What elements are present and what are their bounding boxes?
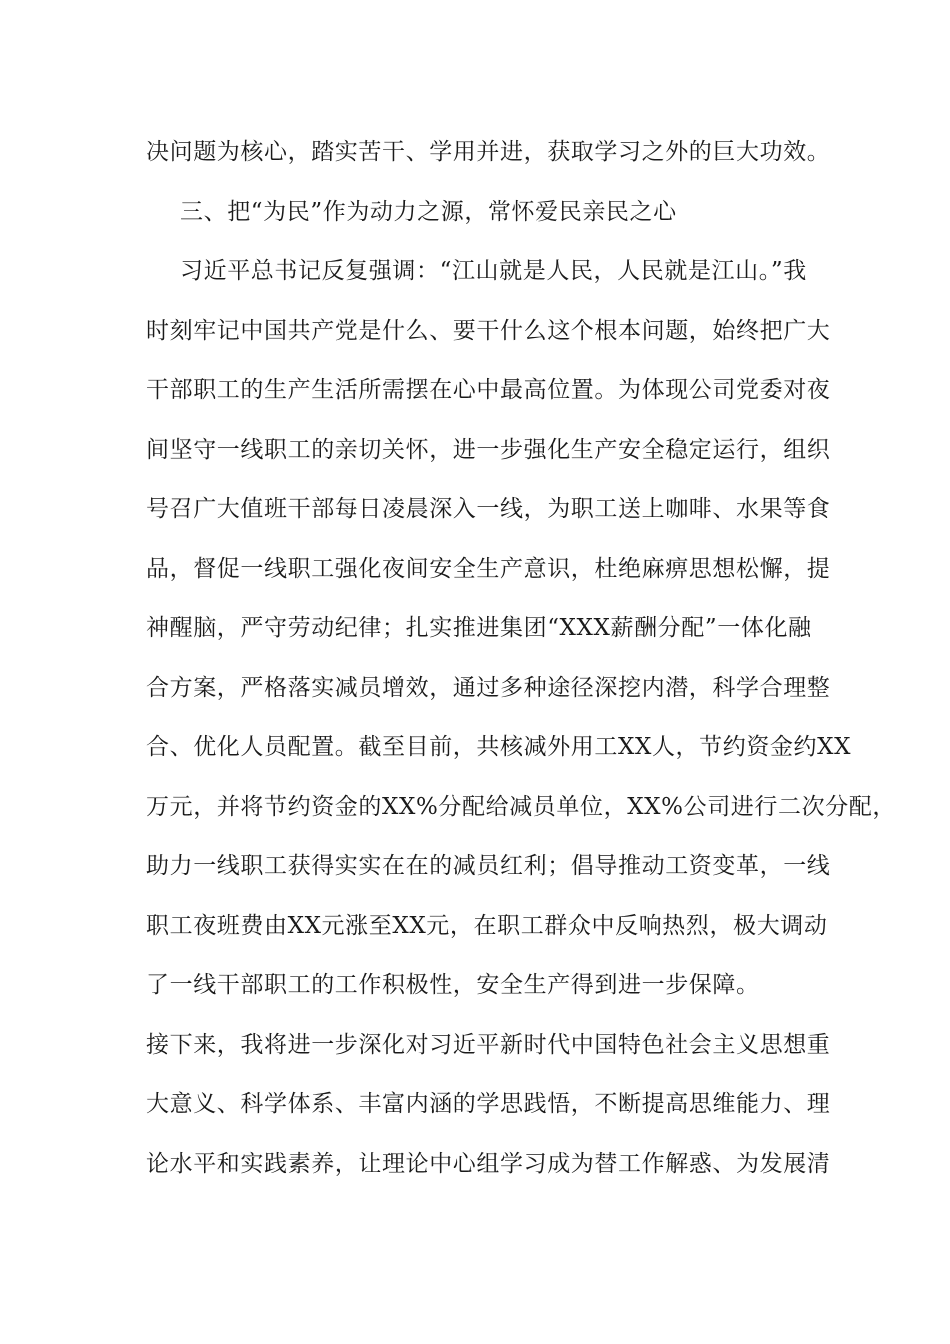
paragraph-line: 了一线干部职工的工作积极性，安全生产得到进一步保障。 <box>146 972 760 998</box>
paragraph-line: 合方案，严格落实减员增效，通过多种途径深挖内潜，科学合理整 <box>146 675 831 701</box>
paragraph-line: 接下来，我将进一步深化对习近平新时代中国特色社会主义思想重 <box>146 1032 831 1058</box>
paragraph-line: 决问题为核心，踏实苦干、学用并进，获取学习之外的巨大功效。 <box>146 139 831 165</box>
paragraph-line: 号召广大值班干部每日凌晨深入一线，为职工送上咖啡、水果等食 <box>146 496 831 522</box>
paragraph-line: 论水平和实践素养，让理论中心组学习成为替工作解惑、为发展清 <box>146 1151 831 1177</box>
paragraph-line: 职工夜班费由XX元涨至XX元，在职工群众中反响热烈，极大调动 <box>146 913 828 939</box>
paragraph-line: 神醒脑，严守劳动纪律；扎实推进集团“XXX薪酬分配”一体化融 <box>146 615 812 641</box>
paragraph-line: 大意义、科学体系、丰富内涵的学思践悟，不断提高思维能力、理 <box>146 1091 831 1117</box>
paragraph-line: 习近平总书记反复强调：“江山就是人民，人民就是江山。”我 <box>180 258 807 284</box>
paragraph-line: 品，督促一线职工强化夜间安全生产意识，杜绝麻痹思想松懈，提 <box>146 556 831 582</box>
paragraph-line: 间坚守一线职工的亲切关怀，进一步强化生产安全稳定运行，组织 <box>146 437 831 463</box>
paragraph-line: 助力一线职工获得实实在在的减员红利；倡导推动工资变革，一线 <box>146 853 831 879</box>
paragraph-line: 时刻牢记中国共产党是什么、要干什么这个根本问题，始终把广大 <box>146 318 831 344</box>
paragraph-line: 干部职工的生产生活所需摆在心中最高位置。为体现公司党委对夜 <box>146 377 831 403</box>
section-heading: 三、把“为民”作为动力之源，常怀爱民亲民之心 <box>180 199 677 225</box>
paragraph-line: 合、优化人员配置。截至目前，共核减外用工XX人，节约资金约XX <box>146 734 852 760</box>
paragraph-line: 万元，并将节约资金的XX%分配给减员单位，XX%公司进行二次分配， <box>146 794 897 820</box>
